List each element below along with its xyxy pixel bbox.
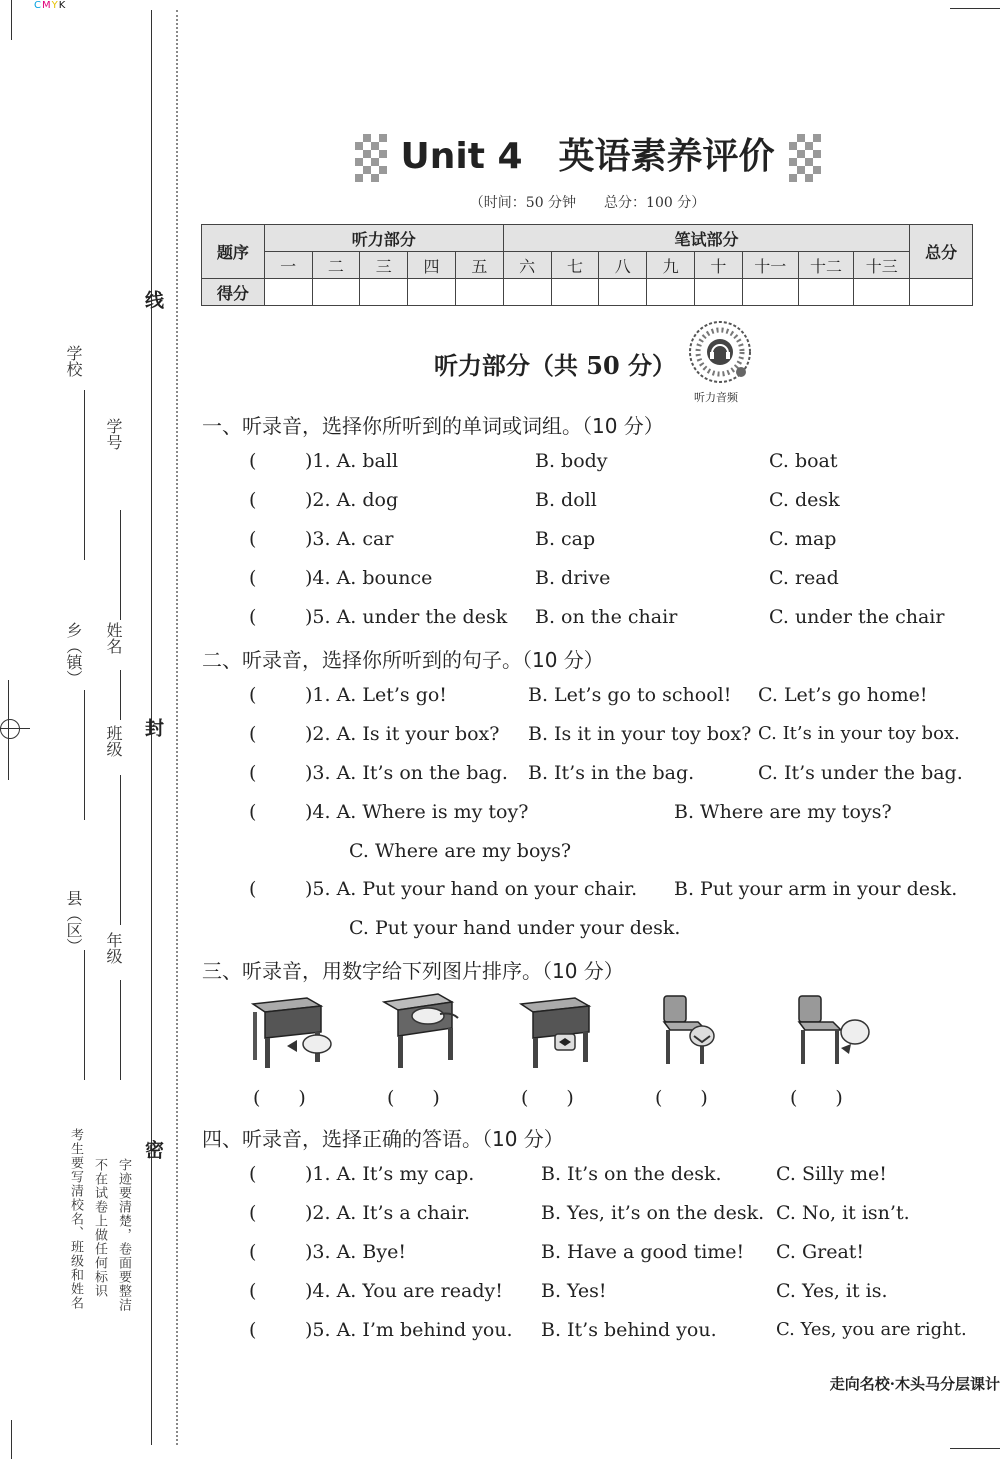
sentence-5-b: B. Put your arm in your desk. bbox=[674, 878, 958, 900]
response-1-b: B. It’s on the desk. bbox=[541, 1163, 722, 1185]
col-5: 五 bbox=[455, 252, 503, 279]
score-cell[interactable] bbox=[551, 279, 599, 306]
col-9: 九 bbox=[647, 252, 695, 279]
score-row-label: 得分 bbox=[202, 279, 265, 306]
response-4-c: C. Yes, it is. bbox=[776, 1280, 888, 1302]
registration-mark bbox=[0, 719, 20, 739]
exam-info: （时间：50 分钟 总分：100 分） bbox=[469, 195, 706, 211]
question-2-b: B. doll bbox=[535, 489, 597, 511]
part2-heading: 二、听录音，选择你所听到的句子。（10 分） bbox=[202, 648, 604, 672]
score-cell[interactable] bbox=[599, 279, 647, 306]
question-3-a: )3. A. car bbox=[305, 528, 394, 550]
picture-answer-2[interactable]: ( ) bbox=[387, 1087, 440, 1109]
response-1-c: C. Silly me! bbox=[776, 1163, 887, 1185]
sentence-4-b: B. Where are my toys? bbox=[674, 801, 892, 823]
score-cell[interactable] bbox=[408, 279, 456, 306]
sentence-5-a: )5. A. Put your hand on your chair. bbox=[305, 878, 638, 900]
picture-answer-5[interactable]: ( ) bbox=[790, 1087, 843, 1109]
answer-paren[interactable]: ( bbox=[249, 762, 257, 784]
written-header: 笔试部分 bbox=[503, 225, 909, 252]
qr-code-icon[interactable] bbox=[684, 320, 756, 384]
checker-deco-left bbox=[355, 134, 387, 182]
response-2-a: )2. A. It’s a chair. bbox=[305, 1202, 471, 1224]
sentence-3-b: B. It’s in the bag. bbox=[528, 762, 695, 784]
answer-paren[interactable]: ( bbox=[249, 723, 257, 745]
desk-bag-under-picture bbox=[515, 990, 611, 1072]
response-5-a: )5. A. I’m behind you. bbox=[305, 1319, 513, 1341]
publisher-footer: 走向名校·木头马分层课计 bbox=[829, 1375, 1000, 1393]
sentence-3-a: )3. A. It’s on the bag. bbox=[305, 762, 508, 784]
question-2-c: C. desk bbox=[769, 489, 840, 511]
answer-paren[interactable]: ( bbox=[249, 606, 257, 628]
sentence-2-c: C. It’s in your toy box. bbox=[758, 723, 960, 744]
col-3: 三 bbox=[360, 252, 408, 279]
response-1-a: )1. A. It’s my cap. bbox=[305, 1163, 475, 1185]
cmyk-c: C bbox=[34, 0, 42, 11]
question-1-c: C. boat bbox=[769, 450, 838, 472]
response-3-b: B. Have a good time! bbox=[541, 1241, 745, 1263]
score-cell[interactable] bbox=[312, 279, 360, 306]
school-fill-line bbox=[84, 390, 85, 560]
score-cell[interactable] bbox=[647, 279, 695, 306]
listening-header: 听力部分 bbox=[264, 225, 503, 252]
col-11: 十一 bbox=[742, 252, 798, 279]
seal-line-char: 线 bbox=[142, 290, 164, 309]
cmyk-marks bbox=[34, 0, 66, 11]
question-3-b: B. cap bbox=[535, 528, 596, 550]
part3-heading: 三、听录音，用数字给下列图片排序。（10 分） bbox=[202, 959, 624, 983]
response-3-a: )3. A. Bye! bbox=[305, 1241, 406, 1263]
township-fill-line bbox=[84, 690, 85, 820]
chair-ball-under-picture bbox=[785, 990, 881, 1072]
picture-answer-1[interactable]: ( ) bbox=[253, 1087, 306, 1109]
name-label: 姓名 bbox=[104, 622, 123, 654]
crop-mark-top-left bbox=[11, 0, 12, 40]
sentence-2-a: )2. A. Is it your box? bbox=[305, 723, 500, 745]
grade-label: 年级 bbox=[104, 932, 123, 964]
score-cell[interactable] bbox=[455, 279, 503, 306]
total-header: 总分 bbox=[910, 225, 973, 279]
student-no-fill-line bbox=[120, 510, 121, 620]
score-table bbox=[201, 224, 973, 306]
school-label: 学校 bbox=[64, 345, 83, 377]
score-cell[interactable] bbox=[854, 279, 910, 306]
picture-answer-4[interactable]: ( ) bbox=[655, 1087, 708, 1109]
response-5-b: B. It’s behind you. bbox=[541, 1319, 717, 1341]
answer-paren[interactable]: ( bbox=[249, 450, 257, 472]
sentence-3-c: C. It’s under the bag. bbox=[758, 762, 963, 784]
question-5-c: C. under the chair bbox=[769, 606, 945, 628]
col-1: 一 bbox=[264, 252, 312, 279]
desk-cap-inside-picture bbox=[380, 990, 476, 1072]
score-cell[interactable] bbox=[503, 279, 551, 306]
seal-close-char: 密 bbox=[142, 1140, 164, 1159]
crop-mark-bottom-right bbox=[950, 1448, 1000, 1449]
response-4-b: B. Yes! bbox=[541, 1280, 607, 1302]
note-line-1: 考生要写清校名、班级和姓名 bbox=[68, 1128, 83, 1310]
grade-fill-line bbox=[120, 980, 121, 1080]
part4-heading: 四、听录音，选择正确的答语。（10 分） bbox=[202, 1127, 564, 1151]
answer-paren[interactable]: ( bbox=[249, 1202, 257, 1224]
checker-deco-right bbox=[789, 134, 821, 182]
sentence-2-b: B. Is it in your toy box? bbox=[528, 723, 752, 745]
class-fill-line bbox=[120, 775, 121, 925]
crop-mark-bottom-left bbox=[11, 1420, 12, 1459]
col-4: 四 bbox=[408, 252, 456, 279]
answer-paren[interactable]: ( bbox=[249, 1319, 257, 1341]
answer-paren[interactable]: ( bbox=[249, 1280, 257, 1302]
sentence-1-b: B. Let’s go to school! bbox=[528, 684, 732, 706]
county-fill-line bbox=[84, 950, 85, 1080]
township-label: 乡（镇） bbox=[64, 622, 83, 686]
registration-vline bbox=[8, 680, 9, 780]
col-7: 七 bbox=[551, 252, 599, 279]
answer-paren[interactable]: ( bbox=[249, 528, 257, 550]
county-label: 县（区） bbox=[64, 890, 83, 954]
listening-section-title: 听力部分（共 50 分） bbox=[433, 351, 677, 380]
sentence-1-c: C. Let’s go home! bbox=[758, 684, 928, 706]
sentence-1-a: )1. A. Let’s go! bbox=[305, 684, 447, 706]
score-cell[interactable] bbox=[742, 279, 798, 306]
name-fill-line bbox=[120, 670, 121, 720]
answer-paren[interactable]: ( bbox=[249, 684, 257, 706]
answer-paren[interactable]: ( bbox=[249, 1163, 257, 1185]
seq-header: 题序 bbox=[202, 225, 265, 279]
part1-heading: 一、听录音，选择你所听到的单词或词组。（10 分） bbox=[202, 414, 664, 438]
response-2-c: C. No, it isn’t. bbox=[776, 1202, 910, 1224]
note-line-3: 字迹要清楚，卷面要整洁 bbox=[116, 1158, 131, 1312]
qr-label: 听力音频 bbox=[694, 391, 738, 404]
crop-mark-top-right bbox=[950, 8, 1000, 9]
response-4-a: )4. A. You are ready! bbox=[305, 1280, 503, 1302]
answer-paren[interactable]: ( bbox=[249, 1241, 257, 1263]
cut-line bbox=[176, 10, 178, 1445]
seal-seal-char: 封 bbox=[142, 718, 164, 737]
sentence-4-c: C. Where are my boys? bbox=[349, 840, 572, 862]
desk-ball-under-picture bbox=[247, 990, 343, 1072]
col-13: 十三 bbox=[854, 252, 910, 279]
col-10: 十 bbox=[695, 252, 743, 279]
answer-paren[interactable]: ( bbox=[249, 489, 257, 511]
col-6: 六 bbox=[503, 252, 551, 279]
registration-line bbox=[0, 728, 30, 729]
page-title bbox=[0, 128, 1000, 182]
sentence-5-c: C. Put your hand under your desk. bbox=[349, 917, 681, 939]
student-no-label: 学号 bbox=[104, 418, 123, 450]
question-4-b: B. drive bbox=[535, 567, 611, 589]
sentence-4-a: )4. A. Where is my toy? bbox=[305, 801, 529, 823]
answer-paren[interactable]: ( bbox=[249, 878, 257, 900]
cmyk-y: Y bbox=[51, 0, 59, 11]
question-1-b: B. body bbox=[535, 450, 608, 472]
page-title-text: Unit 4 英语素养评价 bbox=[400, 136, 775, 177]
response-5-c: C. Yes, you are right. bbox=[776, 1319, 967, 1340]
cmyk-m: M bbox=[41, 0, 52, 11]
question-1-a: )1. A. ball bbox=[305, 450, 399, 472]
col-12: 十二 bbox=[798, 252, 854, 279]
question-4-a: )4. A. bounce bbox=[305, 567, 433, 589]
question-4-c: C. read bbox=[769, 567, 839, 589]
note-line-2: 不在试卷上做任何标识 bbox=[92, 1158, 107, 1298]
total-score-cell[interactable] bbox=[910, 279, 973, 306]
question-5-a: )5. A. under the desk bbox=[305, 606, 508, 628]
score-cell[interactable] bbox=[264, 279, 312, 306]
answer-paren[interactable]: ( bbox=[249, 567, 257, 589]
picture-answer-3[interactable]: ( ) bbox=[521, 1087, 574, 1109]
answer-paren[interactable]: ( bbox=[249, 801, 257, 823]
chair-bag-on-picture bbox=[650, 990, 746, 1072]
cmyk-k: K bbox=[58, 0, 67, 11]
score-cell[interactable] bbox=[798, 279, 854, 306]
response-2-b: B. Yes, it’s on the desk. bbox=[541, 1202, 765, 1224]
score-cell[interactable] bbox=[360, 279, 408, 306]
score-cell[interactable] bbox=[695, 279, 743, 306]
col-8: 八 bbox=[599, 252, 647, 279]
question-5-b: B. on the chair bbox=[535, 606, 678, 628]
response-3-c: C. Great! bbox=[776, 1241, 865, 1263]
col-2: 二 bbox=[312, 252, 360, 279]
class-label: 班级 bbox=[104, 725, 123, 757]
question-3-c: C. map bbox=[769, 528, 837, 550]
question-2-a: )2. A. dog bbox=[305, 489, 399, 511]
